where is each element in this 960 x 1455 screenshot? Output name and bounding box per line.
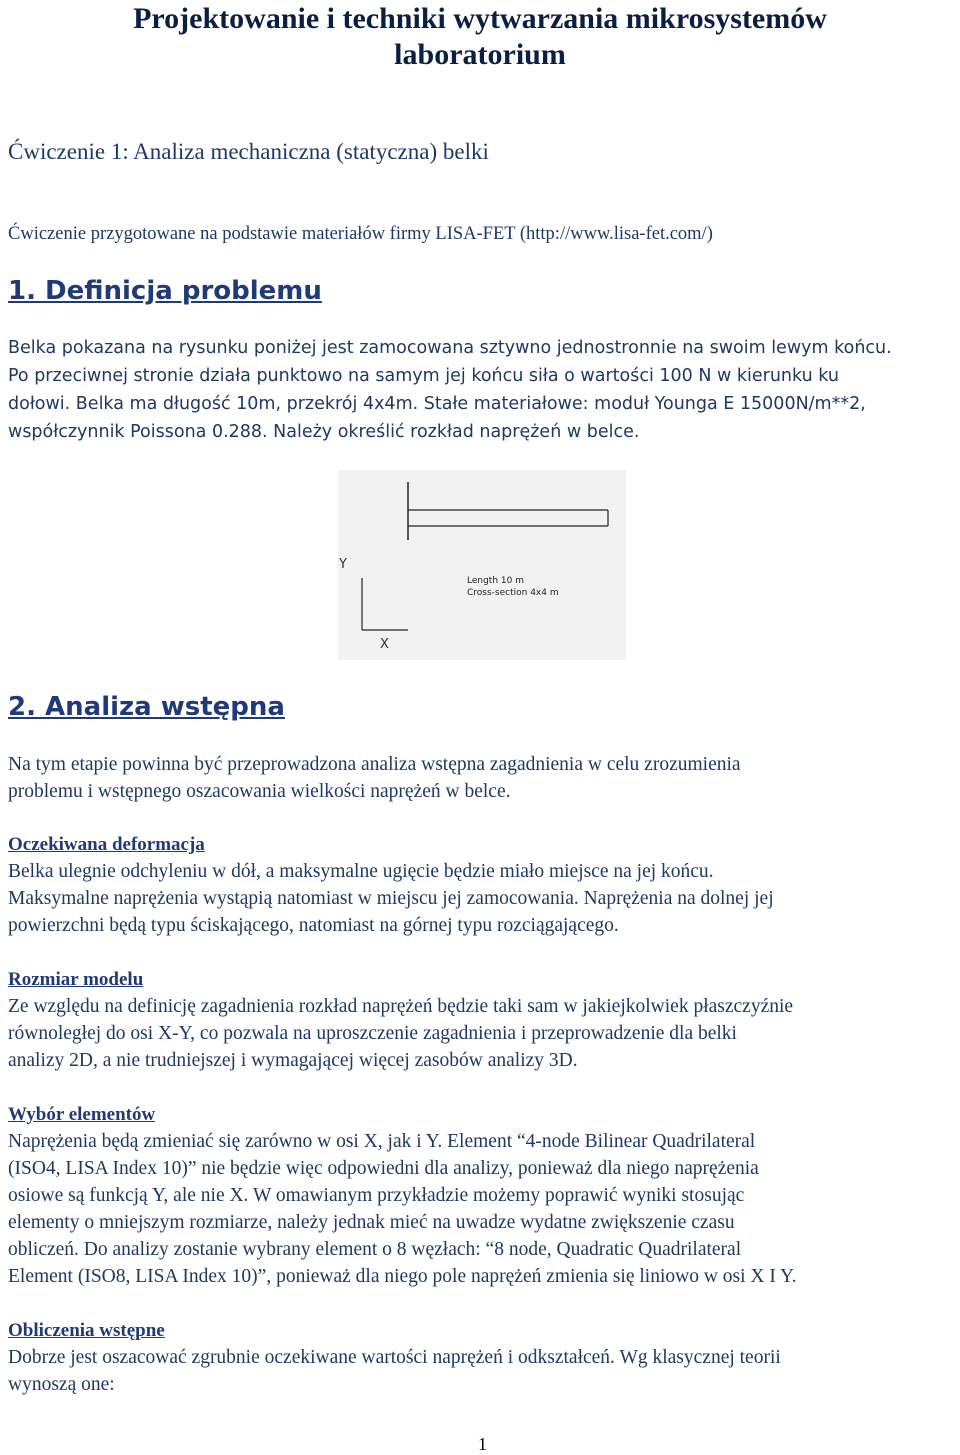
title-line-2: laboratorium xyxy=(394,38,566,71)
figure-background xyxy=(338,470,626,660)
section-1-heading: 1. Definicja problemu xyxy=(8,276,322,306)
deformation-line-3: powierzchni będą typu ściskającego, natomiast na górnej typu rozciągającego. xyxy=(8,915,619,936)
elements-line-3: osiowe są funkcją Y, ale nie X. W omawianym przykładzie możemy poprawić wyniki stosując xyxy=(8,1185,745,1206)
section-1-line-3 xyxy=(8,394,866,414)
model-size-line-2: równoległej do osi X-Y, co pozwala na uproszczenie zagadnienia i przeprowadzenie dla belki xyxy=(8,1023,737,1044)
elements-line-2: (ISO4, LISA Index 10)” nie będzie więc odpowiedni dla analizy, ponieważ dla niego naprężenia xyxy=(8,1158,759,1179)
subheading-deformation: Oczekiwana deformacja xyxy=(8,834,205,855)
elements-line-6: Element (ISO8, LISA Index 10)”, ponieważ dla niego pole naprężeń zmienia się liniowo w osi X I Y. xyxy=(8,1266,797,1287)
elements-line-4: elementy o mniejszym rozmiarze, należy jednak mieć na uwadze wydatne zwiększenie czasu xyxy=(8,1212,735,1233)
beam-figure xyxy=(338,470,626,660)
elements-line-5: obliczeń. Do analizy zostanie wybrany element o 8 węzłach: “8 node, Quadratic Quadrilateral xyxy=(8,1239,742,1260)
deformation-line-2: Maksymalne naprężenia wystąpią natomiast w miejscu jej zamocowania. Naprężenia na dolnej jej xyxy=(8,888,774,909)
prepared-note: Ćwiczenie przygotowane na podstawie materiałów firmy LISA-FET (http://www.lisa-fet.com/) xyxy=(8,224,713,244)
section-1-line-3b: Stałe materiałowe: moduł Younga E 15000N/m**2, xyxy=(418,394,866,414)
section-1-line-3a: dołowi. Belka ma długość 10m, przekrój 4x4m. xyxy=(8,394,419,414)
x-axis-label: X xyxy=(380,637,389,652)
model-size-line-1: Ze względu na definicję zagadnienia rozkład naprężeń będzie taki sam w jakiejkolwiek płaszczyźnie xyxy=(8,996,794,1017)
subheading-calculations: Obliczenia wstępne xyxy=(8,1320,165,1341)
section-1-line-4: współczynnik Poissona 0.288. Należy określić rozkład naprężeń w belce. xyxy=(8,422,640,442)
subheading-model-size: Rozmiar modelu xyxy=(8,969,144,990)
cross-section-label: Cross-section 4x4 m xyxy=(467,588,559,598)
elements-line-1: Naprężenia będą zmieniać się zarówno w osi X, jak i Y. Element “4-node Bilinear Quadrilateral xyxy=(8,1131,756,1152)
page-number: 1 xyxy=(478,1434,487,1454)
section-2-intro-2: problemu i wstępnego oszacowania wielkości naprężeń w belce. xyxy=(8,781,511,802)
subheading-elements: Wybór elementów xyxy=(8,1104,156,1125)
section-2-intro-1: Na tym etapie powinna być przeprowadzona analiza wstępna zagadnienia w celu zrozumienia xyxy=(8,754,741,775)
section-1-line-1: Belka pokazana na rysunku poniżej jest zamocowana sztywno jednostronnie na swoim lewym końcu. xyxy=(8,338,892,358)
model-size-line-3: analizy 2D, a nie trudniejszej i wymagającej więcej zasobów analizy 3D. xyxy=(8,1050,578,1071)
calculations-line-2: wynoszą one: xyxy=(8,1374,115,1395)
section-2-heading: 2. Analiza wstępna xyxy=(8,692,285,722)
section-1-line-2: Po przeciwnej stronie działa punktowo na samym jej końcu siła o wartości 100 N w kierunku ku xyxy=(8,366,839,386)
deformation-line-1: Belka ulegnie odchyleniu w dół, a maksymalne ugięcie będzie miało miejsce na jej końcu. xyxy=(8,861,714,882)
y-axis-label: Y xyxy=(339,557,347,572)
calculations-line-1: Dobrze jest oszacować zgrubnie oczekiwane wartości naprężeń i odkształceń. Wg klasycznej teorii xyxy=(8,1347,781,1368)
length-label: Length 10 m xyxy=(467,576,524,586)
exercise-title: Ćwiczenie 1: Analiza mechaniczna (statyczna) belki xyxy=(8,139,489,164)
title-line-1: Projektowanie i techniki wytwarzania mikrosystemów xyxy=(133,2,827,35)
